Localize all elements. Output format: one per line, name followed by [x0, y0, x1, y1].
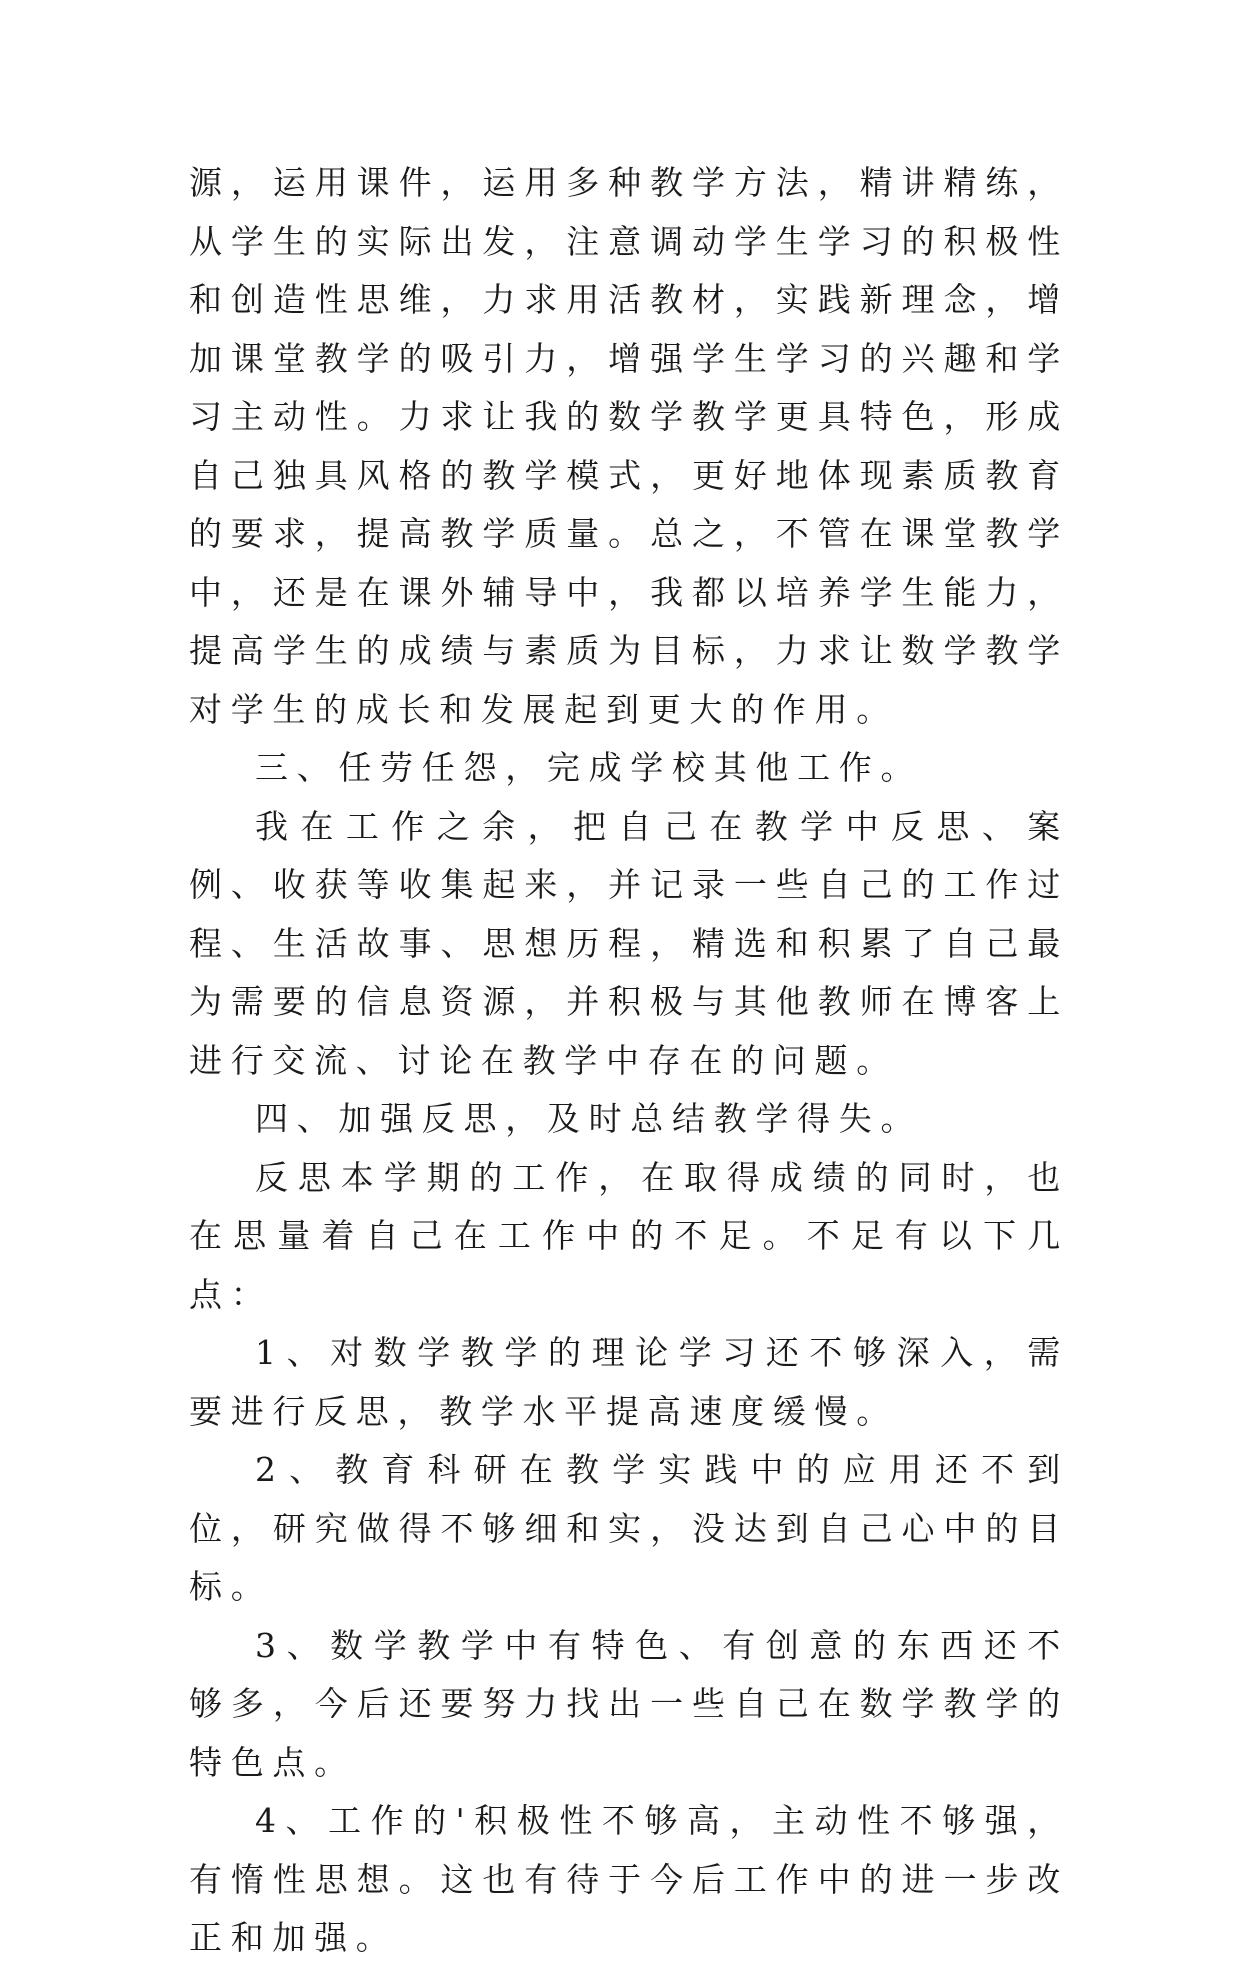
- list-item-3: 3、数学教学中有特色、有创意的东西还不够多，今后还要努力找出一些自己在数学教学的特色点。: [189, 1625, 1069, 1782]
- section-heading-3: 三、任劳任怨，完成学校其他工作。: [255, 748, 923, 787]
- list-item-4: 4、工作的'积极性不够高，主动性不够强，有惰性思想。这也有待于今后工作中的进一步改正和加强。: [189, 1801, 1069, 1957]
- document-body: [189, 154, 1069, 1968]
- list-item-2: 2、教育科研在教学实践中的应用还不到位，研究做得不够细和实，没达到自己心中的目标。: [189, 1450, 1069, 1606]
- paragraph-1: 源，运用课件，运用多种教学方法，精讲精练，从学生的实际出发，注意调动学生学习的积极性和创造性思维，力求用活教材，实践新理念，增加课堂教学的吸引力，增强学生学习的兴趣和学习主动性。力求让我的数学教学更具特色，形成自己独具风格的教学模式，更好地体现素质教育的要求，提高教学质量。总之，不管在课堂教学中，还是在课外辅导中，我都以培养学生能力，提高学生的成绩与素质为目标，力求让数学教学对学生的成长和发展起到更大的作用。: [189, 163, 1069, 729]
- paragraph-2: 我在工作之余，把自己在教学中反思、案例、收获等收集起来，并记录一些自己的工作过程、生活故事、思想历程，精选和积累了自己最为需要的信息资源，并积极与其他教师在博客上进行交流、讨论在教学中存在的问题。: [189, 806, 1069, 1080]
- section-heading-4: 四、加强反思，及时总结教学得失。: [255, 1099, 923, 1138]
- paragraph-3: 反思本学期的工作，在取得成绩的同时，也在思量着自己在工作中的不足。不足有以下几点：: [189, 1157, 1069, 1314]
- list-item-1: 1、对数学教学的理论学习还不够深入，需要进行反思，教学水平提高速度缓慢。: [189, 1333, 1069, 1431]
